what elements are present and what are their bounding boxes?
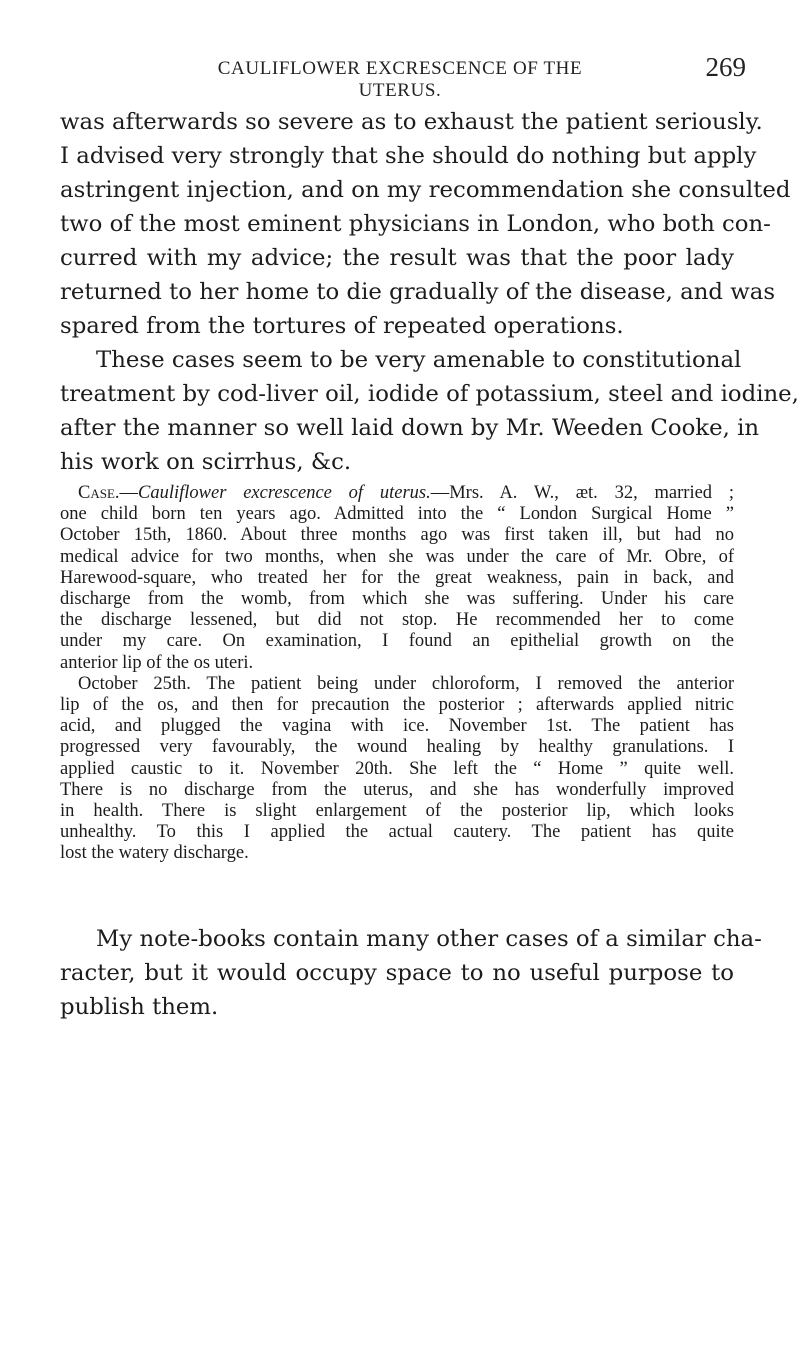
text-line: medical advice for two months, when she was under the care of Mr. Obre, of bbox=[60, 546, 734, 567]
text-line: racter, but it would occupy space to no useful purpose to bbox=[60, 960, 734, 986]
text-line: returned to her home to die gradually of the disease, and was bbox=[60, 279, 776, 305]
text-line: There is no discharge from the uterus, and she has wonderfully improved bbox=[60, 779, 734, 800]
text-line: after the manner so well laid down by Mr. Weeden Cooke, in bbox=[60, 415, 760, 441]
text-line: publish them. bbox=[60, 994, 219, 1020]
text-line: in health. There is slight enlargement of the posterior lip, which looks bbox=[60, 801, 734, 822]
case-title: Cauliflower excrescence of uterus. bbox=[138, 483, 431, 503]
text-line: acid, and plugged the vagina with ice. November 1st. The patient has bbox=[60, 716, 734, 737]
running-title: CAULIFLOWER EXCRESCENCE OF THE UTERUS. bbox=[217, 58, 583, 101]
text-line: two of the most eminent physicians in London, who both con- bbox=[60, 211, 771, 237]
case-label: Case. bbox=[78, 483, 120, 503]
text-line: These cases seem to be very amenable to constitutional bbox=[96, 347, 742, 373]
text-line: lost the watery discharge. bbox=[60, 843, 249, 864]
text-line: under my care. On examination, I found an epithelial growth on the bbox=[60, 631, 734, 652]
case-dash: — bbox=[119, 483, 139, 503]
text-line: My note-books contain many other cases of a similar cha- bbox=[96, 926, 762, 952]
text-line: October 15th, 1860. About three months ago was first taken ill, but had no bbox=[60, 525, 734, 546]
page-number: 269 bbox=[705, 52, 746, 82]
text-line: applied caustic to it. November 20th. She left the “ Home ” quite well. bbox=[60, 758, 734, 779]
text-line: one child born ten years ago. Admitted into the “ London Surgical Home ” bbox=[60, 504, 734, 525]
paragraph-treatment bbox=[60, 343, 799, 479]
text-line: his work on scirrhus, &c. bbox=[60, 449, 352, 475]
text-line: treatment by cod-liver oil, iodide of potassium, steel and iodine, bbox=[60, 381, 799, 407]
text-line: October 25th. The patient being under chloroform, I removed the anterior bbox=[78, 673, 734, 694]
case-first-line-rest: —Mrs. A. W., æt. 32, married ; bbox=[430, 483, 734, 503]
text-line: astringent injection, and on my recommendation she consulted bbox=[60, 177, 791, 203]
text-line: the discharge lessened, but did not stop. He recommended her to come bbox=[60, 610, 734, 631]
text-line: lip of the os, and then for precaution the posterior ; afterwards applied nitric bbox=[60, 695, 734, 716]
paragraph-continued bbox=[60, 105, 791, 343]
text-line: discharge from the womb, from which she was suffering. Under his care bbox=[60, 589, 734, 610]
text-line: progressed very favourably, the wound healing by healthy granulations. I bbox=[60, 737, 734, 758]
paragraph-closing bbox=[60, 922, 762, 1024]
text-line: was afterwards so severe as to exhaust the patient seriously. bbox=[60, 109, 763, 135]
text-line: anterior lip of the os uteri. bbox=[60, 652, 254, 673]
case-heading-line bbox=[60, 483, 734, 504]
text-line: spared from the tortures of repeated operations. bbox=[60, 313, 624, 339]
text-line: curred with my advice; the result was that the poor lady bbox=[60, 245, 734, 271]
text-line: unhealthy. To this I applied the actual cautery. The patient has quite bbox=[60, 822, 734, 843]
text-line: Harewood-square, who treated her for the great weakness, pain in back, and bbox=[60, 567, 734, 588]
case-report bbox=[60, 483, 734, 865]
text-line: I advised very strongly that she should do nothing but apply bbox=[60, 143, 757, 169]
